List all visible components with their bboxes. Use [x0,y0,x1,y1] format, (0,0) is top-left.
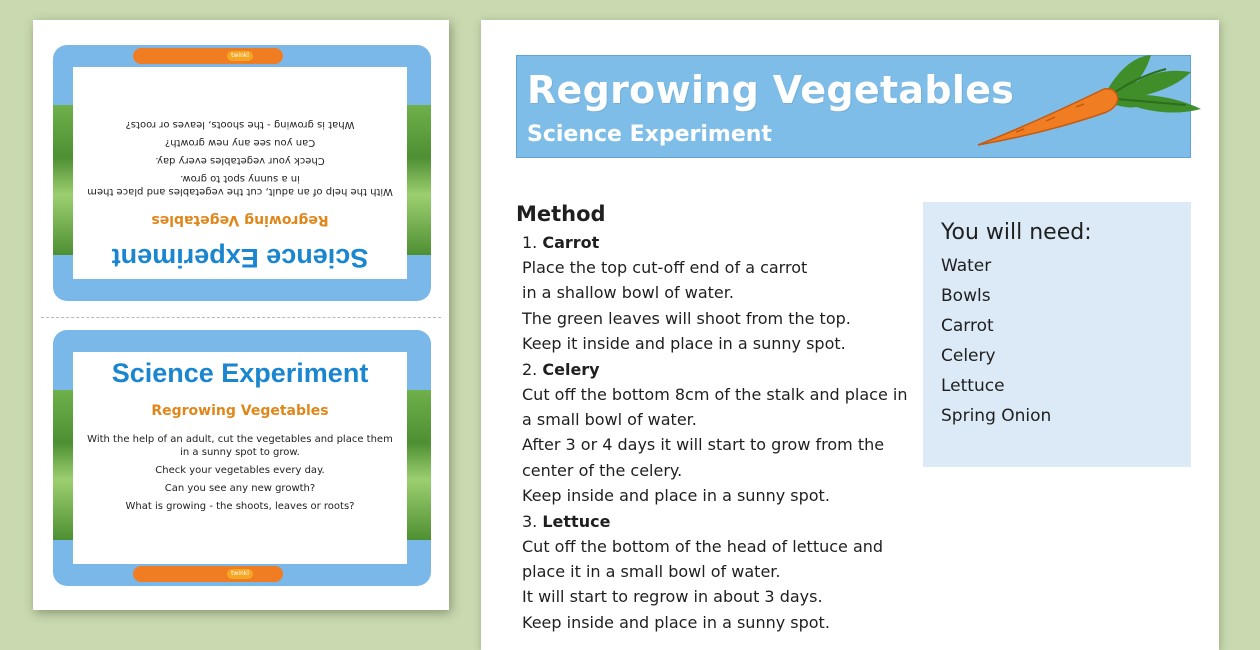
card-top-title: Science Experiment [111,243,369,273]
card-bottom-title: Science Experiment [111,358,369,388]
carrot-border-icon [133,566,283,582]
document-title: Regrowing Vegetables [527,68,1015,112]
step-heading-celery [522,357,916,382]
vegetable-border-right [403,105,431,255]
step-heading-lettuce [522,509,916,534]
card-bottom-line: What is growing - the shoots, leaves or roots? [125,501,355,512]
card-bottom-subtitle: Regrowing Vegetables [151,403,329,419]
fold-line-divider [41,317,441,318]
card-top-line: Check your vegetables every day. [155,155,325,166]
twinkl-logo: twinkl [227,569,253,579]
needs-item: Water [941,256,992,276]
needs-item: Bowls [941,286,991,306]
step-line: Keep inside and place in a sunny spot. [522,612,830,632]
card-top-text [87,118,393,198]
card-top-line: Can you see any new growth? [164,137,316,148]
method-section [516,202,916,635]
carrot-illustration-icon [976,47,1216,147]
card-bottom-line: Can you see any new growth? [164,483,316,494]
card-bottom-text [87,433,393,513]
step-line: Cut off the bottom 8cm of the stalk and place in [522,384,908,404]
step-name: Celery [542,359,600,379]
step-number: 1. [522,233,538,252]
step-line: in a shallow bowl of water. [522,283,734,303]
step-line: place it in a small bowl of water. [522,561,781,581]
needs-heading: You will need: [941,220,1092,245]
card-top-content [73,67,407,279]
needs-item: Celery [941,346,996,366]
you-will-need-box [923,202,1191,467]
twinkl-logo: twinkl [227,51,253,61]
needs-item: Spring Onion [941,406,1052,426]
step-line: Keep it inside and place in a sunny spot. [522,334,846,354]
step-name: Lettuce [542,511,611,531]
card-bottom-line: With the help of an adult, cut the vegetables and place them in a sunny spot to grow. [87,434,393,458]
step-line: center of the celery. [522,460,683,480]
card-top-line: What is growing - the shoots, leaves or roots? [125,119,355,130]
card-bottom [53,330,431,586]
step-line: After 3 or 4 days it will start to grow from the [522,435,885,455]
step-number: 2. [522,359,538,379]
carrot-border-icon [133,48,283,64]
step-line: a small bowl of water. [522,409,697,429]
card-bottom-line: Check your vegetables every day. [155,465,325,476]
document-subtitle: Science Experiment [527,122,772,147]
step-line: Place the top cut-off end of a carrot [522,258,808,277]
carrot-leaves-icon [1106,55,1201,113]
card-top-line: With the help of an adult, cut the vegetables and place them in a sunny spot to grow. [87,173,393,197]
needs-item: Carrot [941,316,994,336]
card-sheet-preview [33,20,449,610]
card-top-upside-down [53,45,431,301]
step-heading-carrot [522,230,916,255]
document-page [481,20,1219,650]
step-line: It will start to regrow in about 3 days. [522,587,823,607]
step-line: Cut off the bottom of the head of lettuce and [522,536,884,556]
method-heading: Method [516,202,606,226]
card-top-subtitle: Regrowing Vegetables [151,212,329,228]
vegetable-border-right [403,390,431,540]
needs-item: Lettuce [941,376,1005,396]
card-bottom-content [73,352,407,564]
step-line: The green leaves will shoot from the top. [522,308,851,328]
step-line: Keep inside and place in a sunny spot. [522,486,830,506]
step-name: Carrot [542,233,600,252]
step-number: 3. [522,511,538,531]
